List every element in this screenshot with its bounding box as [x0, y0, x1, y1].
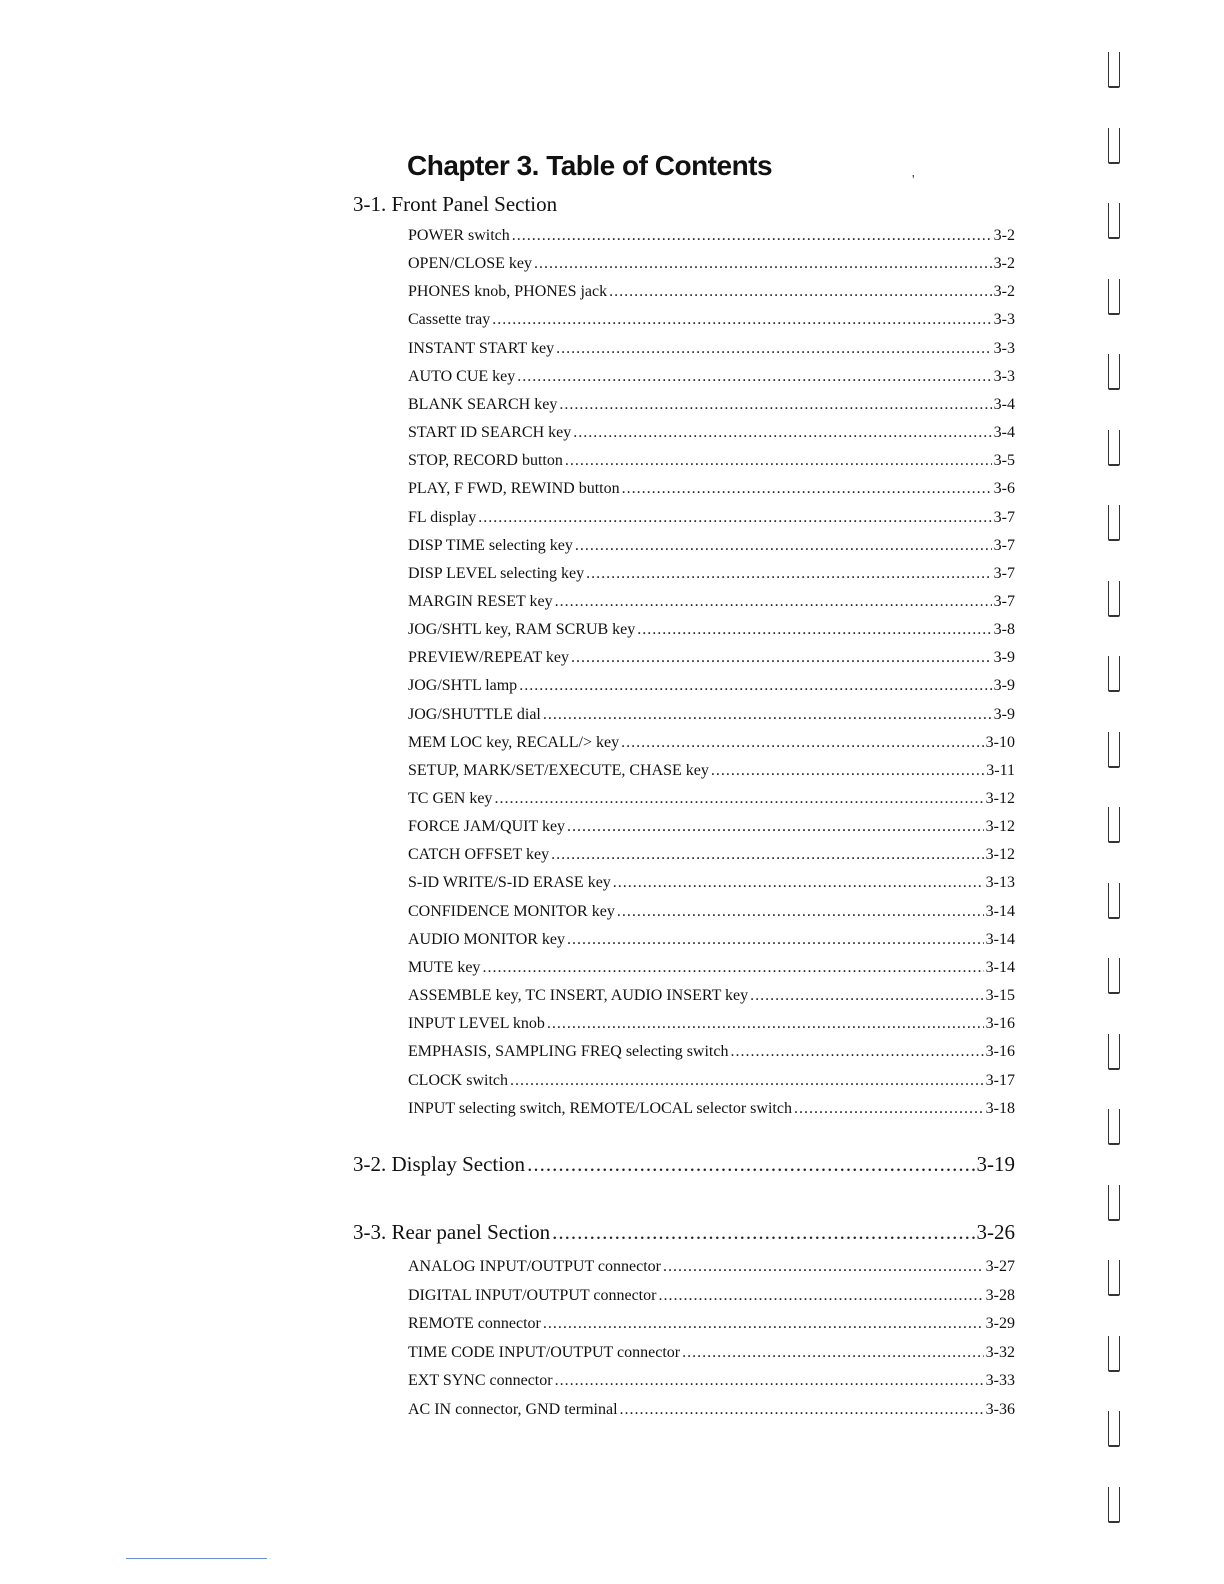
toc-entry-page-number: 3-18 [985, 1099, 1015, 1117]
toc-entry-label: DIGITAL INPUT/OUTPUT connector [408, 1286, 657, 1304]
toc-entry-label: REMOTE connector [408, 1315, 541, 1333]
section-heading-rear-panel [353, 1220, 1015, 1245]
binder-bracket-mark [1108, 1109, 1120, 1145]
toc-entry [408, 1287, 1015, 1305]
toc-entry [408, 931, 1015, 949]
toc-entry [408, 1072, 1015, 1090]
leader-dots [492, 311, 991, 329]
leader-dots [682, 1344, 984, 1362]
toc-entry-page-number: 3-5 [993, 452, 1015, 470]
leader-dots [573, 424, 991, 442]
toc-entry [408, 874, 1015, 892]
toc-entry-page-number: 3-7 [993, 536, 1015, 554]
toc-entry [408, 1344, 1015, 1362]
leader-dots [556, 340, 992, 358]
toc-entry-label: CONFIDENCE MONITOR key [408, 902, 615, 920]
leader-dots [551, 846, 984, 864]
toc-entry-page-number: 3-7 [993, 592, 1015, 610]
leader-dots [730, 1043, 983, 1061]
toc-entry-page-number: 3-12 [985, 818, 1015, 836]
leader-dots [478, 509, 991, 527]
binder-bracket-mark [1108, 203, 1120, 239]
section-heading-label: 3-2. Display Section [353, 1152, 526, 1176]
footer-rule [126, 1558, 267, 1559]
toc-entry [408, 1372, 1015, 1390]
toc-entry [408, 565, 1015, 583]
toc-entry-page-number: 3-33 [985, 1372, 1015, 1390]
toc-entry-page-number: 3-3 [993, 311, 1015, 329]
toc-entry-label: CATCH OFFSET key [408, 846, 550, 864]
binder-bracket-mark [1108, 52, 1120, 88]
toc-entry-page-number: 3-12 [985, 846, 1015, 864]
toc-entry [408, 452, 1015, 470]
toc-entry-page-number: 3-9 [993, 705, 1015, 723]
toc-entry-label: START ID SEARCH key [408, 424, 572, 442]
toc-entry [408, 255, 1015, 273]
toc-entry [408, 706, 1015, 724]
section-heading-display [353, 1152, 1015, 1177]
toc-entry-page-number: 3-9 [993, 677, 1015, 695]
leader-dots [637, 621, 991, 639]
toc-entry-label: INSTANT START key [408, 339, 555, 357]
toc-entry [408, 1015, 1015, 1033]
toc-entry [408, 509, 1015, 527]
toc-entry [408, 283, 1015, 301]
toc-entry [408, 340, 1015, 358]
toc-entry [408, 1043, 1015, 1061]
toc-entry [408, 311, 1015, 329]
toc-entry-label: INPUT selecting switch, REMOTE/LOCAL selector switch [408, 1099, 792, 1117]
toc-entry-label: ANALOG INPUT/OUTPUT connector [408, 1258, 661, 1275]
binder-bracket-mark [1108, 732, 1120, 768]
toc-entry-page-number: 3-11 [986, 761, 1015, 779]
leader-dots [658, 1287, 983, 1305]
toc-entry-label: MEM LOC key, RECALL/> key [408, 733, 620, 751]
toc-entry-page-number: 3-3 [993, 367, 1015, 385]
toc-entry-page-number: 3-16 [985, 1043, 1015, 1061]
toc-entry [408, 818, 1015, 836]
leader-dots [617, 903, 984, 921]
toc-entry-page-number: 3-8 [993, 621, 1015, 639]
leader-dots [534, 255, 992, 273]
toc-entry-label: PHONES knob, PHONES jack [408, 283, 608, 301]
toc-entry-page-number: 3-14 [985, 930, 1015, 948]
leader-dots [559, 396, 991, 414]
toc-entry-page-number: 3-27 [985, 1258, 1015, 1275]
chapter-title: Chapter 3. Table of Contents [407, 150, 773, 181]
toc-entry-page-number: 3-4 [993, 424, 1015, 442]
toc-entry [408, 1258, 1015, 1276]
leader-dots [517, 368, 991, 386]
toc-entry-label: CLOCK switch [408, 1071, 508, 1089]
toc-entry-label: SETUP, MARK/SET/EXECUTE, CHASE key [408, 761, 709, 779]
toc-entry [408, 227, 1015, 245]
toc-entry-page-number: 3-7 [993, 508, 1015, 526]
toc-entry-label: MUTE key [408, 958, 481, 976]
binder-bracket-mark [1108, 128, 1120, 164]
leader-dots [567, 818, 984, 836]
toc-entry-label: MARGIN RESET key [408, 592, 553, 610]
toc-entry-label: POWER switch [408, 227, 510, 244]
binder-bracket-mark [1108, 1411, 1120, 1447]
toc-entry [408, 903, 1015, 921]
toc-entry-label: EMPHASIS, SAMPLING FREQ selecting switch [408, 1043, 729, 1061]
binder-bracket-mark [1108, 430, 1120, 466]
toc-entry [408, 959, 1015, 977]
toc-entry [408, 621, 1015, 639]
toc-entry-page-number: 3-6 [993, 480, 1015, 498]
binder-bracket-mark [1108, 279, 1120, 315]
toc-entry-label: Cassette tray [408, 311, 491, 329]
binder-bracket-mark [1108, 958, 1120, 994]
toc-entry-label: TIME CODE INPUT/OUTPUT connector [408, 1343, 681, 1361]
section-heading-label: 3-1. Front Panel Section [353, 192, 558, 216]
section-page-number: 3-26 [976, 1220, 1015, 1244]
toc-entry-label: OPEN/CLOSE key [408, 255, 532, 273]
toc-entry [408, 1100, 1015, 1118]
toc-entry [408, 1401, 1015, 1419]
leader-dots [565, 452, 992, 470]
leader-dots [794, 1100, 984, 1118]
toc-entry-label: JOG/SHTL key, RAM SCRUB key [408, 621, 636, 639]
leader-dots [555, 1372, 984, 1390]
binder-bracket-mark [1108, 1260, 1120, 1296]
leader-dots [571, 649, 992, 667]
section-heading-front-panel [353, 192, 1015, 217]
leader-dots [543, 706, 992, 724]
toc-entry-page-number: 3-9 [993, 649, 1015, 667]
toc-entry [408, 677, 1015, 695]
leader-dots [750, 987, 984, 1005]
toc-entry-label: INPUT LEVEL knob [408, 1015, 545, 1033]
toc-entry-label: BLANK SEARCH key [408, 395, 558, 413]
toc-entry-page-number: 3-36 [985, 1401, 1015, 1418]
section-heading-label: 3-3. Rear panel Section [353, 1220, 551, 1244]
toc-entry [408, 762, 1015, 780]
leader-dots [547, 1015, 984, 1033]
leader-dots [527, 1152, 974, 1177]
leader-dots [613, 874, 984, 892]
toc-entry-label: STOP, RECORD button [408, 452, 563, 470]
leader-dots [609, 283, 992, 301]
stray-mark: ' [912, 173, 915, 188]
leader-dots [586, 565, 992, 583]
toc-entry-label: TC GEN key [408, 790, 493, 807]
toc-entry-page-number: 3-3 [993, 339, 1015, 357]
toc-entry [408, 368, 1015, 386]
toc-entry-label: JOG/SHUTTLE dial [408, 705, 541, 723]
toc-entry-page-number: 3-17 [985, 1071, 1015, 1089]
toc-entry [408, 593, 1015, 611]
binder-bracket-mark [1108, 354, 1120, 390]
binder-bracket-mark [1108, 1487, 1120, 1523]
binder-bracket-mark [1108, 807, 1120, 843]
leader-dots [552, 1220, 974, 1245]
toc-entry-page-number: 3-4 [993, 395, 1015, 413]
toc-entry-label: S-ID WRITE/S-ID ERASE key [408, 874, 611, 892]
toc-entry-page-number: 3-28 [985, 1286, 1015, 1304]
binder-bracket-mark [1108, 1185, 1120, 1221]
toc-entry-page-number: 3-14 [985, 902, 1015, 920]
toc-entry-page-number: 3-10 [985, 733, 1015, 751]
toc-entry-page-number: 3-2 [993, 283, 1015, 301]
section-page-number: 3-19 [976, 1152, 1015, 1176]
leader-dots [620, 1401, 984, 1419]
toc-entry-label: PLAY, F FWD, REWIND button [408, 480, 620, 498]
leader-dots [621, 734, 984, 752]
toc-entry-page-number: 3-15 [985, 987, 1015, 1005]
leader-dots [543, 1315, 984, 1333]
binder-bracket-mark [1108, 581, 1120, 617]
toc-entry [408, 480, 1015, 498]
toc-entry-page-number: 3-2 [993, 227, 1015, 244]
leader-dots [663, 1258, 984, 1276]
leader-dots [494, 790, 983, 808]
binder-bracket-mark [1108, 505, 1120, 541]
toc-entry-label: FL display [408, 508, 477, 526]
toc-entry [408, 734, 1015, 752]
toc-entry [408, 1315, 1015, 1333]
toc-entry [408, 649, 1015, 667]
toc-entry-page-number: 3-12 [985, 790, 1015, 807]
toc-entry-label: AUTO CUE key [408, 367, 516, 385]
toc-entry [408, 846, 1015, 864]
toc-entry-label: AC IN connector, GND terminal [408, 1401, 618, 1418]
toc-entry [408, 790, 1015, 808]
toc-entry-page-number: 3-14 [985, 958, 1015, 976]
toc-entry-label: JOG/SHTL lamp [408, 677, 518, 695]
toc-entry-page-number: 3-32 [985, 1343, 1015, 1361]
leader-dots [519, 677, 991, 695]
toc-entry [408, 987, 1015, 1005]
toc-entry-page-number: 3-16 [985, 1015, 1015, 1033]
binder-bracket-mark [1108, 1336, 1120, 1372]
toc-entry-label: DISP TIME selecting key [408, 536, 573, 554]
leader-dots [482, 959, 983, 977]
toc-entry-label: FORCE JAM/QUIT key [408, 818, 566, 836]
leader-dots [622, 480, 992, 498]
toc-entry-label: EXT SYNC connector [408, 1372, 553, 1390]
binder-bracket-mark [1108, 883, 1120, 919]
binder-bracket-mark [1108, 656, 1120, 692]
toc-entry-label: ASSEMBLE key, TC INSERT, AUDIO INSERT key [408, 987, 749, 1005]
leader-dots [567, 931, 984, 949]
leader-dots [555, 593, 992, 611]
toc-entry-page-number: 3-29 [985, 1315, 1015, 1333]
toc-entry-page-number: 3-7 [993, 564, 1015, 582]
toc-entry-label: AUDIO MONITOR key [408, 930, 566, 948]
toc-entry-label: PREVIEW/REPEAT key [408, 649, 570, 667]
toc-entry-page-number: 3-2 [993, 255, 1015, 273]
binder-bracket-mark [1108, 1034, 1120, 1070]
leader-dots [512, 227, 992, 245]
toc-entry [408, 424, 1015, 442]
toc-entry-label: DISP LEVEL selecting key [408, 564, 585, 582]
toc-entry-page-number: 3-13 [985, 874, 1015, 892]
leader-dots [711, 762, 984, 780]
leader-dots [575, 537, 992, 555]
toc-entry [408, 537, 1015, 555]
leader-dots [510, 1072, 984, 1090]
toc-entry [408, 396, 1015, 414]
